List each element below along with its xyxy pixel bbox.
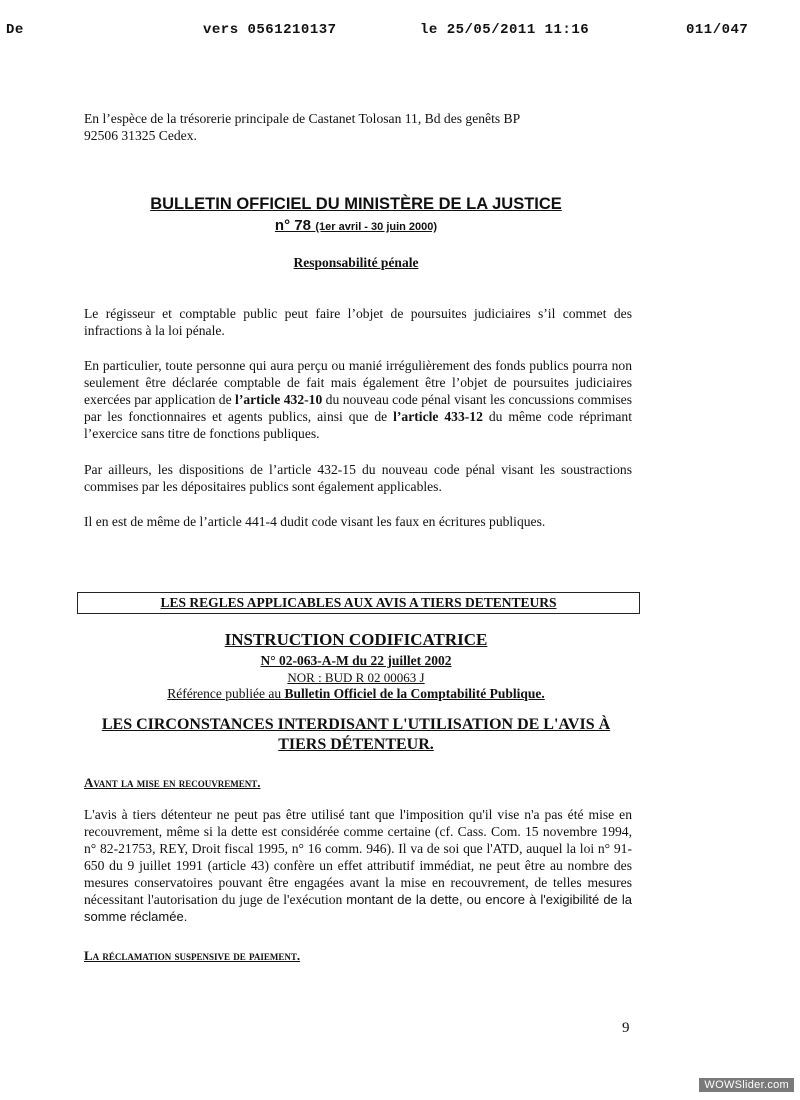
watermark: WOWSlider.com — [699, 1078, 794, 1092]
bulletin-period: (1er avril - 30 juin 2000) — [315, 221, 438, 233]
instruction-reference: Référence publiée au Bulletin Officiel de la Comptabilité Publique. — [167, 686, 545, 701]
instruction-number: N° 02-063-A-M du 22 juillet 2002 — [260, 653, 452, 668]
reference-publication: Bulletin Officiel de la Comptabilité Publique. — [284, 686, 545, 701]
paragraph-5: L'avis à tiers détenteur ne peut pas être utilisé tant que l'imposition qu'il vise n'a pas été mise en recouvrement, même si la dette est considérée comme certaine (cf. Cass. Com. 15 novembre 1994, n° 82-21753, REY, Droit fiscal 1995, n° 16 comm. 946). Il va de soi que l'ATD, auquel la loi n° 91-650 du 9 juillet 1991 (article 43) confère un effet attributif immédiat, ne peut être au nombre des mesures conservatoires pouvant être engagées avant la mise en recouvrement, de telles mesures nécessitant l'autorisation du juge de l'exécution montant de la dette, ou encore à l'exigibilité de la somme réclamée. — [84, 807, 632, 924]
rules-box-title: LES REGLES APPLICABLES AUX AVIS A TIERS DETENTEURS — [160, 595, 557, 610]
fax-recipient: vers 0561210137 — [203, 22, 337, 38]
subheading-reclamation: La réclamation suspensive de paiement. — [84, 948, 301, 963]
instruction-title: INSTRUCTION CODIFICATRICE — [224, 630, 488, 649]
bulletin-issue — [0, 217, 756, 235]
intro-paragraph: En l’espèce de la trésorerie principale de Castanet Tolosan 11, Bd des genêts BP 92506 31325 Cedex. — [84, 111, 520, 143]
paragraph-3: Par ailleurs, les dispositions de l’article 432-15 du nouveau code pénal visant les soustractions commises par les dépositaires publics sont également applicables. — [84, 462, 632, 494]
section-title-line-1: LES CIRCONSTANCES INTERDISANT L'UTILISATION DE L'AVIS À — [101, 716, 611, 733]
paragraph-5-continuation: montant de la dette, ou encore à l'exigibilité de la somme réclamée. — [84, 892, 632, 924]
paragraph-2: En particulier, toute personne qui aura perçu ou manié irrégulièrement des fonds publics pourra non seulement être déclarée comptable de fait mais également être l’objet de poursuites judiciaires exercées par application de l’article 432-10 du nouveau code pénal visant les concussions commises par les fonctionnaires et agents publics, ainsi que de l’article 433-12 du même code réprimant l’exercice sans titre de fonctions publiques. — [84, 358, 632, 441]
article-433-12: l’article 433-12 — [393, 409, 483, 424]
subheading-avant-recouvrement: Avant la mise en recouvrement. — [84, 775, 261, 790]
responsabilite-heading: Responsabilité pénale — [293, 255, 419, 270]
page-number: 9 — [622, 1020, 630, 1036]
instruction-nor: NOR : BUD R 02 00063 J — [287, 670, 425, 685]
paragraph-4: Il en est de même de l’article 441-4 dudit code visant les faux en écritures publiques. — [84, 514, 546, 529]
fax-date: le 25/05/2011 11:16 — [420, 22, 590, 38]
article-432-10: l’article 432-10 — [235, 392, 323, 407]
section-title-line-2: TIERS DÉTENTEUR. — [278, 736, 434, 753]
bulletin-title: BULLETIN OFFICIEL DU MINISTÈRE DE LA JUSTICE — [150, 195, 562, 213]
bulletin-number: n° 78 — [274, 217, 311, 234]
rules-box — [77, 592, 640, 614]
paragraph-1: Le régisseur et comptable public peut faire l’objet de poursuites judiciaires s’il commet des infractions à la loi pénale. — [84, 306, 632, 338]
fax-page-counter: 011/047 — [686, 22, 749, 38]
fax-sender: De — [6, 22, 24, 38]
